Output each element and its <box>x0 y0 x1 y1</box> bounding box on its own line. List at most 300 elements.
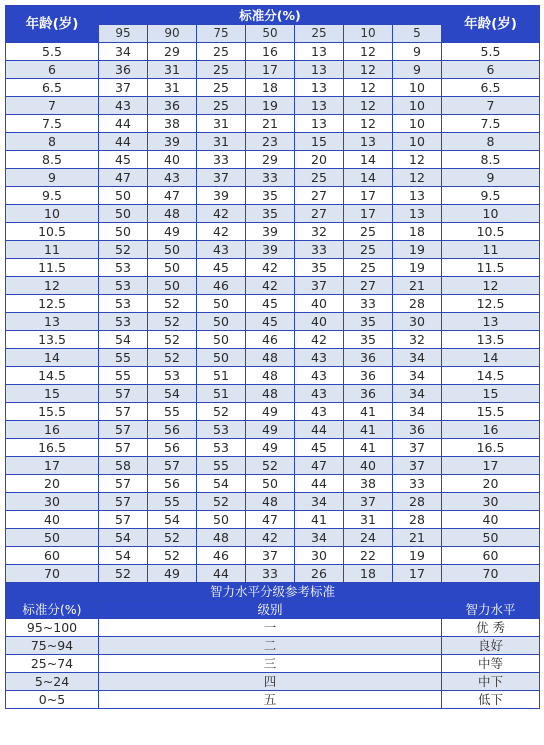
score-cell: 51 <box>197 367 246 385</box>
score-cell: 57 <box>99 385 148 403</box>
score-cell: 13 <box>295 79 344 97</box>
score-cell: 32 <box>393 331 442 349</box>
score-cell: 53 <box>197 439 246 457</box>
percentile-header: 5 <box>393 25 442 43</box>
score-cell: 53 <box>99 313 148 331</box>
score-cell: 13 <box>393 187 442 205</box>
age-cell-right: 60 <box>442 547 540 565</box>
score-cell: 55 <box>148 493 197 511</box>
score-cell: 12 <box>344 115 393 133</box>
score-cell: 33 <box>246 565 295 583</box>
score-cell: 43 <box>295 403 344 421</box>
table-row <box>6 565 540 583</box>
score-cell: 55 <box>99 367 148 385</box>
percentile-header: 50 <box>246 25 295 43</box>
score-cell: 47 <box>148 187 197 205</box>
score-cell: 52 <box>197 493 246 511</box>
score-cell: 34 <box>295 493 344 511</box>
percentile-header: 95 <box>99 25 148 43</box>
score-cell: 45 <box>246 295 295 313</box>
score-cell: 43 <box>148 169 197 187</box>
score-cell: 13 <box>295 43 344 61</box>
score-cell: 18 <box>393 223 442 241</box>
age-cell: 13.5 <box>6 331 99 349</box>
percentile-header: 25 <box>295 25 344 43</box>
percentile-header: 75 <box>197 25 246 43</box>
score-cell: 35 <box>246 187 295 205</box>
score-cell: 37 <box>344 493 393 511</box>
table-row <box>6 457 540 475</box>
score-cell: 13 <box>295 115 344 133</box>
score-cell: 54 <box>197 475 246 493</box>
score-cell: 57 <box>99 439 148 457</box>
age-cell-right: 11 <box>442 241 540 259</box>
score-cell: 33 <box>393 475 442 493</box>
table-row <box>6 241 540 259</box>
age-cell: 16 <box>6 421 99 439</box>
score-cell: 37 <box>393 439 442 457</box>
score-cell: 18 <box>246 79 295 97</box>
age-cell-right: 7 <box>442 97 540 115</box>
table-row <box>6 367 540 385</box>
score-cell: 34 <box>393 367 442 385</box>
score-cell: 58 <box>99 457 148 475</box>
score-cell: 37 <box>246 547 295 565</box>
age-cell: 6 <box>6 61 99 79</box>
age-cell-right: 10.5 <box>442 223 540 241</box>
score-cell: 40 <box>295 295 344 313</box>
score-cell: 34 <box>99 43 148 61</box>
age-cell-right: 5.5 <box>442 43 540 61</box>
score-cell: 34 <box>393 403 442 421</box>
age-cell-right: 12 <box>442 277 540 295</box>
score-cell: 50 <box>148 277 197 295</box>
score-cell: 52 <box>148 529 197 547</box>
age-cell: 17 <box>6 457 99 475</box>
level-score-cell: 0~5 <box>6 691 99 709</box>
score-cell: 45 <box>295 439 344 457</box>
score-cell: 55 <box>197 457 246 475</box>
level-label-cell: 良好 <box>442 637 540 655</box>
age-cell-right: 10 <box>442 205 540 223</box>
score-cell: 50 <box>197 295 246 313</box>
table-row <box>6 493 540 511</box>
age-cell-right: 6 <box>442 61 540 79</box>
score-cell: 34 <box>393 349 442 367</box>
score-cell: 19 <box>393 259 442 277</box>
score-cell: 12 <box>344 61 393 79</box>
score-cell: 10 <box>393 133 442 151</box>
score-cell: 47 <box>246 511 295 529</box>
score-cell: 48 <box>197 529 246 547</box>
score-cell: 56 <box>148 475 197 493</box>
score-cell: 33 <box>344 295 393 313</box>
age-cell: 14 <box>6 349 99 367</box>
table-row <box>6 187 540 205</box>
table-row <box>6 547 540 565</box>
table-row <box>6 439 540 457</box>
level-row <box>6 619 540 637</box>
table-row <box>6 151 540 169</box>
score-cell: 54 <box>99 547 148 565</box>
age-cell: 60 <box>6 547 99 565</box>
score-cell: 25 <box>197 97 246 115</box>
score-cell: 33 <box>246 169 295 187</box>
score-cell: 37 <box>295 277 344 295</box>
score-cell: 10 <box>393 115 442 133</box>
score-cell: 50 <box>197 349 246 367</box>
age-cell-right: 13.5 <box>442 331 540 349</box>
score-cell: 50 <box>99 187 148 205</box>
score-cell: 52 <box>148 295 197 313</box>
score-cell: 43 <box>295 385 344 403</box>
score-cell: 43 <box>197 241 246 259</box>
age-cell: 8 <box>6 133 99 151</box>
score-cell: 40 <box>148 151 197 169</box>
score-cell: 17 <box>393 565 442 583</box>
age-cell-right: 50 <box>442 529 540 547</box>
level-row <box>6 673 540 691</box>
score-cell: 55 <box>148 403 197 421</box>
score-cell: 9 <box>393 61 442 79</box>
age-cell: 20 <box>6 475 99 493</box>
level-grade-cell: 五 <box>99 691 442 709</box>
score-cell: 49 <box>246 421 295 439</box>
age-cell: 70 <box>6 565 99 583</box>
age-cell: 12 <box>6 277 99 295</box>
score-cell: 42 <box>246 529 295 547</box>
score-cell: 52 <box>197 403 246 421</box>
score-cell: 14 <box>344 169 393 187</box>
level-grade-cell: 四 <box>99 673 442 691</box>
age-cell: 15 <box>6 385 99 403</box>
table-row <box>6 79 540 97</box>
table-row <box>6 115 540 133</box>
age-cell-right: 40 <box>442 511 540 529</box>
age-cell: 7 <box>6 97 99 115</box>
score-cell: 50 <box>148 259 197 277</box>
age-cell-right: 16 <box>442 421 540 439</box>
score-table-container <box>5 5 539 709</box>
age-cell-right: 14 <box>442 349 540 367</box>
table-row <box>6 205 540 223</box>
score-cell: 29 <box>246 151 295 169</box>
age-cell: 50 <box>6 529 99 547</box>
level-score-cell: 25~74 <box>6 655 99 673</box>
score-cell: 9 <box>393 43 442 61</box>
table-row <box>6 97 540 115</box>
level-score-cell: 95~100 <box>6 619 99 637</box>
age-cell-right: 12.5 <box>442 295 540 313</box>
score-cell: 39 <box>148 133 197 151</box>
score-cell: 36 <box>344 349 393 367</box>
score-cell: 50 <box>197 313 246 331</box>
score-cell: 49 <box>246 439 295 457</box>
score-cell: 42 <box>197 223 246 241</box>
age-cell: 8.5 <box>6 151 99 169</box>
age-cell: 14.5 <box>6 367 99 385</box>
score-group-header: 标准分(%) <box>99 6 442 25</box>
level-label-cell: 中下 <box>442 673 540 691</box>
age-cell: 6.5 <box>6 79 99 97</box>
table-row <box>6 403 540 421</box>
score-cell: 48 <box>246 385 295 403</box>
score-cell: 33 <box>197 151 246 169</box>
score-cell: 13 <box>393 205 442 223</box>
score-cell: 31 <box>344 511 393 529</box>
level-label-cell: 低下 <box>442 691 540 709</box>
score-cell: 46 <box>197 277 246 295</box>
score-cell: 25 <box>344 259 393 277</box>
score-cell: 49 <box>148 223 197 241</box>
levels-col-grade: 级别 <box>99 601 442 619</box>
age-header-left: 年龄(岁) <box>6 6 99 43</box>
age-cell: 7.5 <box>6 115 99 133</box>
score-cell: 12 <box>344 43 393 61</box>
levels-col-score: 标准分(%) <box>6 601 99 619</box>
level-score-cell: 75~94 <box>6 637 99 655</box>
table-row <box>6 295 540 313</box>
age-header-right: 年龄(岁) <box>442 6 540 43</box>
age-cell: 10 <box>6 205 99 223</box>
score-cell: 37 <box>393 457 442 475</box>
score-cell: 42 <box>246 277 295 295</box>
table-row <box>6 529 540 547</box>
level-label-cell: 中等 <box>442 655 540 673</box>
table-row <box>6 313 540 331</box>
standard-score-table <box>5 5 540 709</box>
age-cell-right: 15.5 <box>442 403 540 421</box>
score-cell: 48 <box>246 493 295 511</box>
score-cell: 45 <box>246 313 295 331</box>
score-cell: 14 <box>344 151 393 169</box>
score-cell: 19 <box>246 97 295 115</box>
age-cell-right: 13 <box>442 313 540 331</box>
score-cell: 23 <box>246 133 295 151</box>
table-row <box>6 43 540 61</box>
score-cell: 36 <box>99 61 148 79</box>
level-label-cell: 优 秀 <box>442 619 540 637</box>
score-cell: 30 <box>393 313 442 331</box>
score-cell: 32 <box>295 223 344 241</box>
percentile-header: 10 <box>344 25 393 43</box>
age-cell: 10.5 <box>6 223 99 241</box>
score-cell: 53 <box>99 295 148 313</box>
score-cell: 47 <box>295 457 344 475</box>
score-cell: 56 <box>148 421 197 439</box>
score-cell: 36 <box>148 97 197 115</box>
age-cell: 16.5 <box>6 439 99 457</box>
score-cell: 48 <box>246 349 295 367</box>
score-cell: 35 <box>295 259 344 277</box>
age-cell: 11 <box>6 241 99 259</box>
score-cell: 25 <box>197 79 246 97</box>
score-cell: 28 <box>393 295 442 313</box>
age-cell-right: 7.5 <box>442 115 540 133</box>
level-grade-cell: 二 <box>99 637 442 655</box>
score-cell: 40 <box>295 313 344 331</box>
score-cell: 31 <box>197 133 246 151</box>
score-cell: 26 <box>295 565 344 583</box>
score-cell: 54 <box>99 331 148 349</box>
score-cell: 43 <box>295 367 344 385</box>
score-cell: 25 <box>197 61 246 79</box>
score-cell: 42 <box>197 205 246 223</box>
score-cell: 21 <box>246 115 295 133</box>
score-cell: 21 <box>393 277 442 295</box>
score-cell: 48 <box>246 367 295 385</box>
table-row <box>6 277 540 295</box>
score-cell: 39 <box>246 241 295 259</box>
age-cell: 9.5 <box>6 187 99 205</box>
level-score-cell: 5~24 <box>6 673 99 691</box>
score-cell: 52 <box>148 547 197 565</box>
score-cell: 12 <box>393 151 442 169</box>
level-grade-cell: 三 <box>99 655 442 673</box>
score-cell: 45 <box>197 259 246 277</box>
score-cell: 28 <box>393 493 442 511</box>
score-cell: 13 <box>344 133 393 151</box>
age-cell-right: 14.5 <box>442 367 540 385</box>
score-cell: 52 <box>246 457 295 475</box>
score-cell: 19 <box>393 547 442 565</box>
score-cell: 44 <box>99 133 148 151</box>
score-cell: 39 <box>197 187 246 205</box>
score-cell: 43 <box>295 349 344 367</box>
score-cell: 35 <box>344 331 393 349</box>
score-cell: 56 <box>148 439 197 457</box>
score-cell: 51 <box>197 385 246 403</box>
table-row <box>6 385 540 403</box>
age-cell-right: 20 <box>442 475 540 493</box>
score-cell: 53 <box>99 277 148 295</box>
score-cell: 44 <box>99 115 148 133</box>
score-cell: 41 <box>344 421 393 439</box>
score-cell: 27 <box>295 205 344 223</box>
score-cell: 29 <box>148 43 197 61</box>
score-cell: 41 <box>344 439 393 457</box>
score-cell: 47 <box>99 169 148 187</box>
score-cell: 12 <box>393 169 442 187</box>
age-cell: 9 <box>6 169 99 187</box>
score-cell: 25 <box>295 169 344 187</box>
score-cell: 55 <box>99 349 148 367</box>
age-cell-right: 70 <box>442 565 540 583</box>
score-cell: 10 <box>393 97 442 115</box>
score-cell: 42 <box>246 259 295 277</box>
score-cell: 50 <box>99 223 148 241</box>
score-cell: 57 <box>148 457 197 475</box>
level-row <box>6 655 540 673</box>
score-rows <box>6 43 540 583</box>
score-cell: 57 <box>99 511 148 529</box>
score-cell: 50 <box>246 475 295 493</box>
score-cell: 52 <box>148 313 197 331</box>
score-cell: 38 <box>344 475 393 493</box>
score-cell: 50 <box>197 331 246 349</box>
level-row <box>6 637 540 655</box>
score-cell: 34 <box>295 529 344 547</box>
score-cell: 52 <box>99 241 148 259</box>
age-cell: 40 <box>6 511 99 529</box>
score-cell: 34 <box>393 385 442 403</box>
score-cell: 17 <box>246 61 295 79</box>
table-row <box>6 331 540 349</box>
age-cell-right: 9.5 <box>442 187 540 205</box>
table-row <box>6 421 540 439</box>
age-cell-right: 6.5 <box>442 79 540 97</box>
score-cell: 25 <box>344 223 393 241</box>
score-cell: 54 <box>148 385 197 403</box>
score-cell: 16 <box>246 43 295 61</box>
score-cell: 33 <box>295 241 344 259</box>
age-cell-right: 16.5 <box>442 439 540 457</box>
table-row <box>6 133 540 151</box>
score-cell: 45 <box>99 151 148 169</box>
table-row <box>6 511 540 529</box>
score-cell: 53 <box>99 259 148 277</box>
score-cell: 18 <box>344 565 393 583</box>
levels-title: 智力水平分级参考标准 <box>6 583 540 601</box>
score-cell: 27 <box>344 277 393 295</box>
score-cell: 54 <box>99 529 148 547</box>
score-cell: 37 <box>197 169 246 187</box>
score-cell: 17 <box>344 187 393 205</box>
table-row <box>6 223 540 241</box>
score-cell: 21 <box>393 529 442 547</box>
table-row <box>6 259 540 277</box>
score-cell: 48 <box>148 205 197 223</box>
score-cell: 38 <box>148 115 197 133</box>
age-cell: 30 <box>6 493 99 511</box>
score-cell: 52 <box>148 331 197 349</box>
score-cell: 17 <box>344 205 393 223</box>
age-cell-right: 9 <box>442 169 540 187</box>
score-cell: 25 <box>344 241 393 259</box>
score-cell: 36 <box>344 367 393 385</box>
score-cell: 46 <box>197 547 246 565</box>
score-cell: 57 <box>99 475 148 493</box>
score-cell: 39 <box>246 223 295 241</box>
level-rows <box>6 619 540 709</box>
score-cell: 25 <box>197 43 246 61</box>
score-cell: 37 <box>99 79 148 97</box>
score-cell: 27 <box>295 187 344 205</box>
table-row <box>6 61 540 79</box>
age-cell-right: 17 <box>442 457 540 475</box>
score-cell: 31 <box>148 61 197 79</box>
score-cell: 24 <box>344 529 393 547</box>
score-cell: 44 <box>295 475 344 493</box>
score-cell: 20 <box>295 151 344 169</box>
score-cell: 44 <box>295 421 344 439</box>
score-cell: 40 <box>344 457 393 475</box>
score-cell: 52 <box>148 349 197 367</box>
score-cell: 57 <box>99 403 148 421</box>
score-cell: 54 <box>148 511 197 529</box>
age-cell-right: 30 <box>442 493 540 511</box>
score-cell: 43 <box>99 97 148 115</box>
table-row <box>6 169 540 187</box>
age-cell: 11.5 <box>6 259 99 277</box>
score-cell: 10 <box>393 79 442 97</box>
score-cell: 15 <box>295 133 344 151</box>
score-cell: 57 <box>99 421 148 439</box>
table-row <box>6 475 540 493</box>
score-cell: 13 <box>295 97 344 115</box>
level-grade-cell: 一 <box>99 619 442 637</box>
score-cell: 46 <box>246 331 295 349</box>
